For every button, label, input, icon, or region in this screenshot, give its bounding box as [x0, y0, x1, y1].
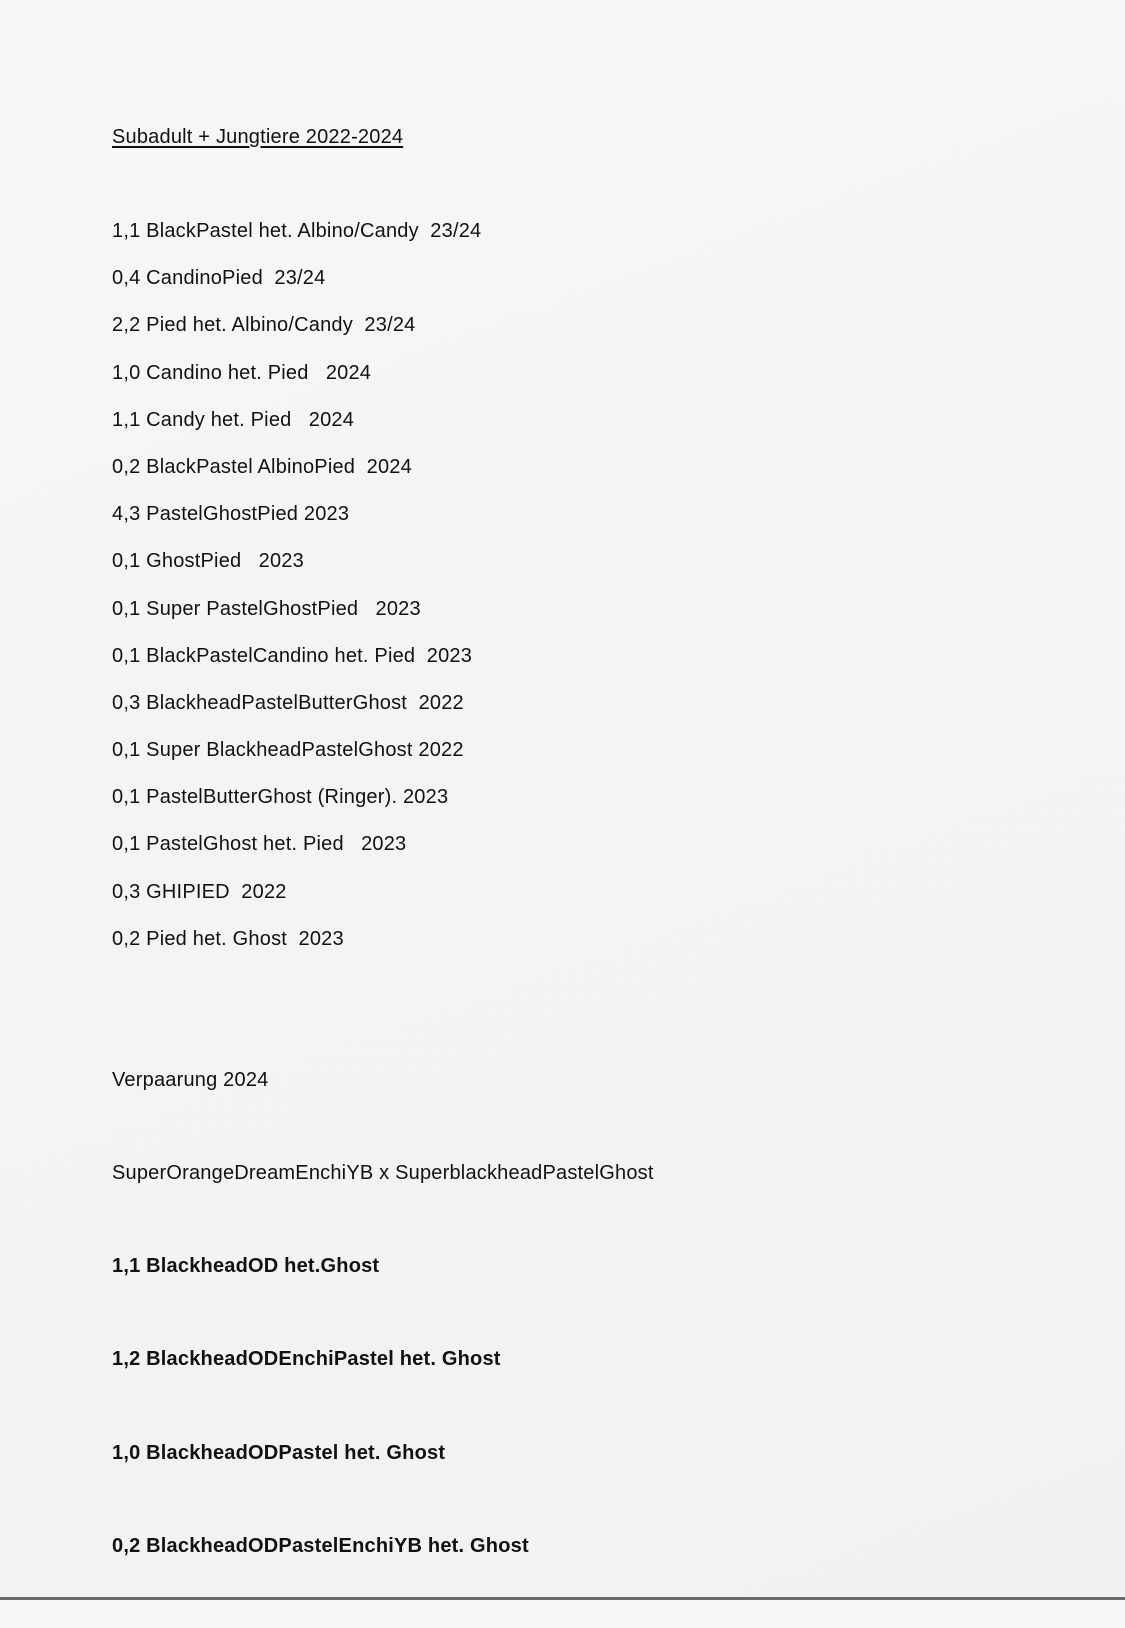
- list-item: 0,3 BlackheadPastelButterGhost 2022: [112, 691, 464, 714]
- offspring-item: 1,1 BlackheadOD het.Ghost: [112, 1255, 380, 1277]
- list-item: 0,1 Super BlackheadPastelGhost 2022: [112, 739, 464, 762]
- list-item: 0,1 Super PastelGhostPied 2023: [112, 597, 421, 620]
- list-item: 1,1 BlackPastel het. Albino/Candy 23/24: [112, 220, 482, 242]
- list-item: 1,0 Candino het. Pied 2024: [112, 361, 372, 384]
- list-item: 0,4 CandinoPied 23/24: [112, 267, 326, 290]
- list-item: 0,1 BlackPastelCandino het. Pied 2023: [112, 644, 473, 667]
- list-item: 0,2 Pied het. Ghost 2023: [112, 927, 344, 950]
- pairing-section: [112, 1023, 654, 1628]
- offspring-item: 1,0 BlackheadODPastel het. Ghost: [112, 1441, 446, 1464]
- offspring-item: 0,2 BlackheadODPastelEnchiYB het. Ghost: [112, 1534, 529, 1557]
- list-item: 4,3 PastelGhostPied 2023: [112, 503, 350, 526]
- list-item: 2,2 Pied het. Albino/Candy 23/24: [112, 314, 416, 337]
- list-item: 0,2 BlackPastel AlbinoPied 2024: [112, 455, 412, 478]
- young-animals-list: [112, 219, 481, 974]
- document-heading: Subadult + Jungtiere 2022-2024: [112, 126, 404, 148]
- list-item: 1,1 Candy het. Pied 2024: [112, 408, 355, 431]
- pairing-parents: SuperOrangeDreamEnchiYB x SuperblackheadPastelGhost: [112, 1162, 654, 1184]
- pairing-title: Verpaarung 2024: [112, 1069, 269, 1091]
- list-item: 0,3 GHIPIED 2022: [112, 880, 287, 903]
- list-item: 0,1 GhostPied 2023: [112, 550, 304, 573]
- list-item: 0,1 PastelGhost het. Pied 2023: [112, 833, 407, 856]
- offspring-item: 1,2 BlackheadODEnchiPastel het. Ghost: [112, 1348, 501, 1371]
- list-item: 0,1 PastelButterGhost (Ringer). 2023: [112, 786, 449, 809]
